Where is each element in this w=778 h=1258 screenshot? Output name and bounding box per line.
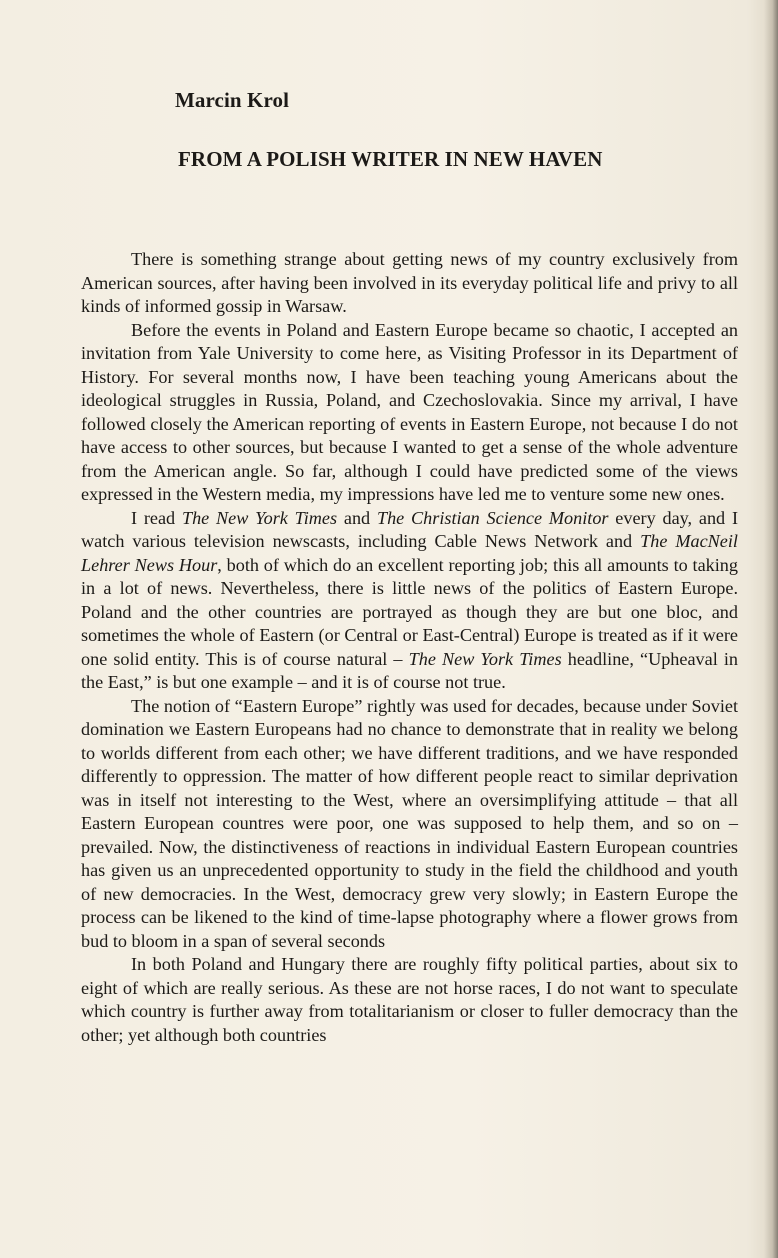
paragraph (81, 319, 738, 507)
paragraph-text: every day, and I watch various television newscasts, including Cable News Network and (81, 507, 739, 551)
italic-title: The New York Times (408, 648, 562, 669)
paragraph (81, 248, 738, 319)
paragraph-text: and (337, 507, 377, 528)
paragraph-text: The notion of “Eastern Europe” rightly was used for decades, because under Soviet domination we Eastern Europeans had no chance to demonstrate that in reality we belong to worlds different from each other; we have different traditions, and we have responded differently to oppression. The matter of how different people react to similar deprivation was in itself not interesting to the West, where an oversimplifying attitude – that all Eastern European countres were poor, one was supposed to help them, and so on – prevailed. Now, the distinctiveness of reactions in individual Eastern European countries has given us an unprecedented opportunity to study in the field the childhood and youth of new democracies. In the West, democracy grew very slowly; in Eastern Europe the process can be likened to the kind of time-lapse photography where a flower grows from bud to bloom in a span of several seconds (81, 695, 738, 951)
paragraph (81, 507, 738, 695)
paragraph-text: headline, “Upheaval in the East,” is but one example – and it is of course not true. (81, 648, 738, 692)
paragraph-text: There is something strange about getting news of my country exclusively from American sources, after having been involved in its everyday political life and privy to all kinds of informed gossip in Warsaw. (81, 249, 738, 316)
italic-title: The Christian Science Monitor (376, 507, 609, 528)
italic-title: The New York Times (181, 507, 338, 528)
essay-body (81, 248, 738, 1047)
paragraph-text: In both Poland and Hungary there are roughly fifty political parties, about six to eight of which are really serious. As these are not horse races, I do not want to speculate which country is further away from totalitarianism or closer to fuller democracy than the other; yet although both countries (81, 954, 738, 1045)
italic-title: The MacNeil Lehrer News Hour (81, 531, 738, 575)
essay-title: FROM A POLISH WRITER IN NEW HAVEN (178, 147, 603, 171)
paragraph-text: I read (131, 507, 182, 528)
paragraph (81, 695, 738, 954)
paragraph-text: , both of which do an excellent reporting job; this all amounts to taking in a lot of news. Nevertheless, there is little news of the politics of Eastern Europe. Poland and the other countries are portrayed as though they are but one bloc, and sometimes the whole of Eastern (or Central or East-Central) Europe is treated as if it were one solid entity. This is of course natural – (81, 554, 738, 669)
paragraph-text: Before the events in Poland and Eastern Europe became so chaotic, I accepted an invitation from Yale University to come here, as Visiting Professor in its Department of History. For several months now, I have been teaching young Americans about the ideological struggles in Russia, Poland, and Czechoslovakia. Since my arrival, I have followed closely the American reporting of events in Eastern Europe, not because I do not have access to other sources, but because I wanted to get a sense of the whole adventure from the American angle. So far, although I could have predicted some of the views expressed in the Western media, my impressions have led me to venture some new ones. (81, 319, 738, 504)
page-edge-shadow (764, 0, 778, 1258)
author-name: Marcin Krol (175, 88, 290, 112)
paragraph (81, 953, 738, 1047)
